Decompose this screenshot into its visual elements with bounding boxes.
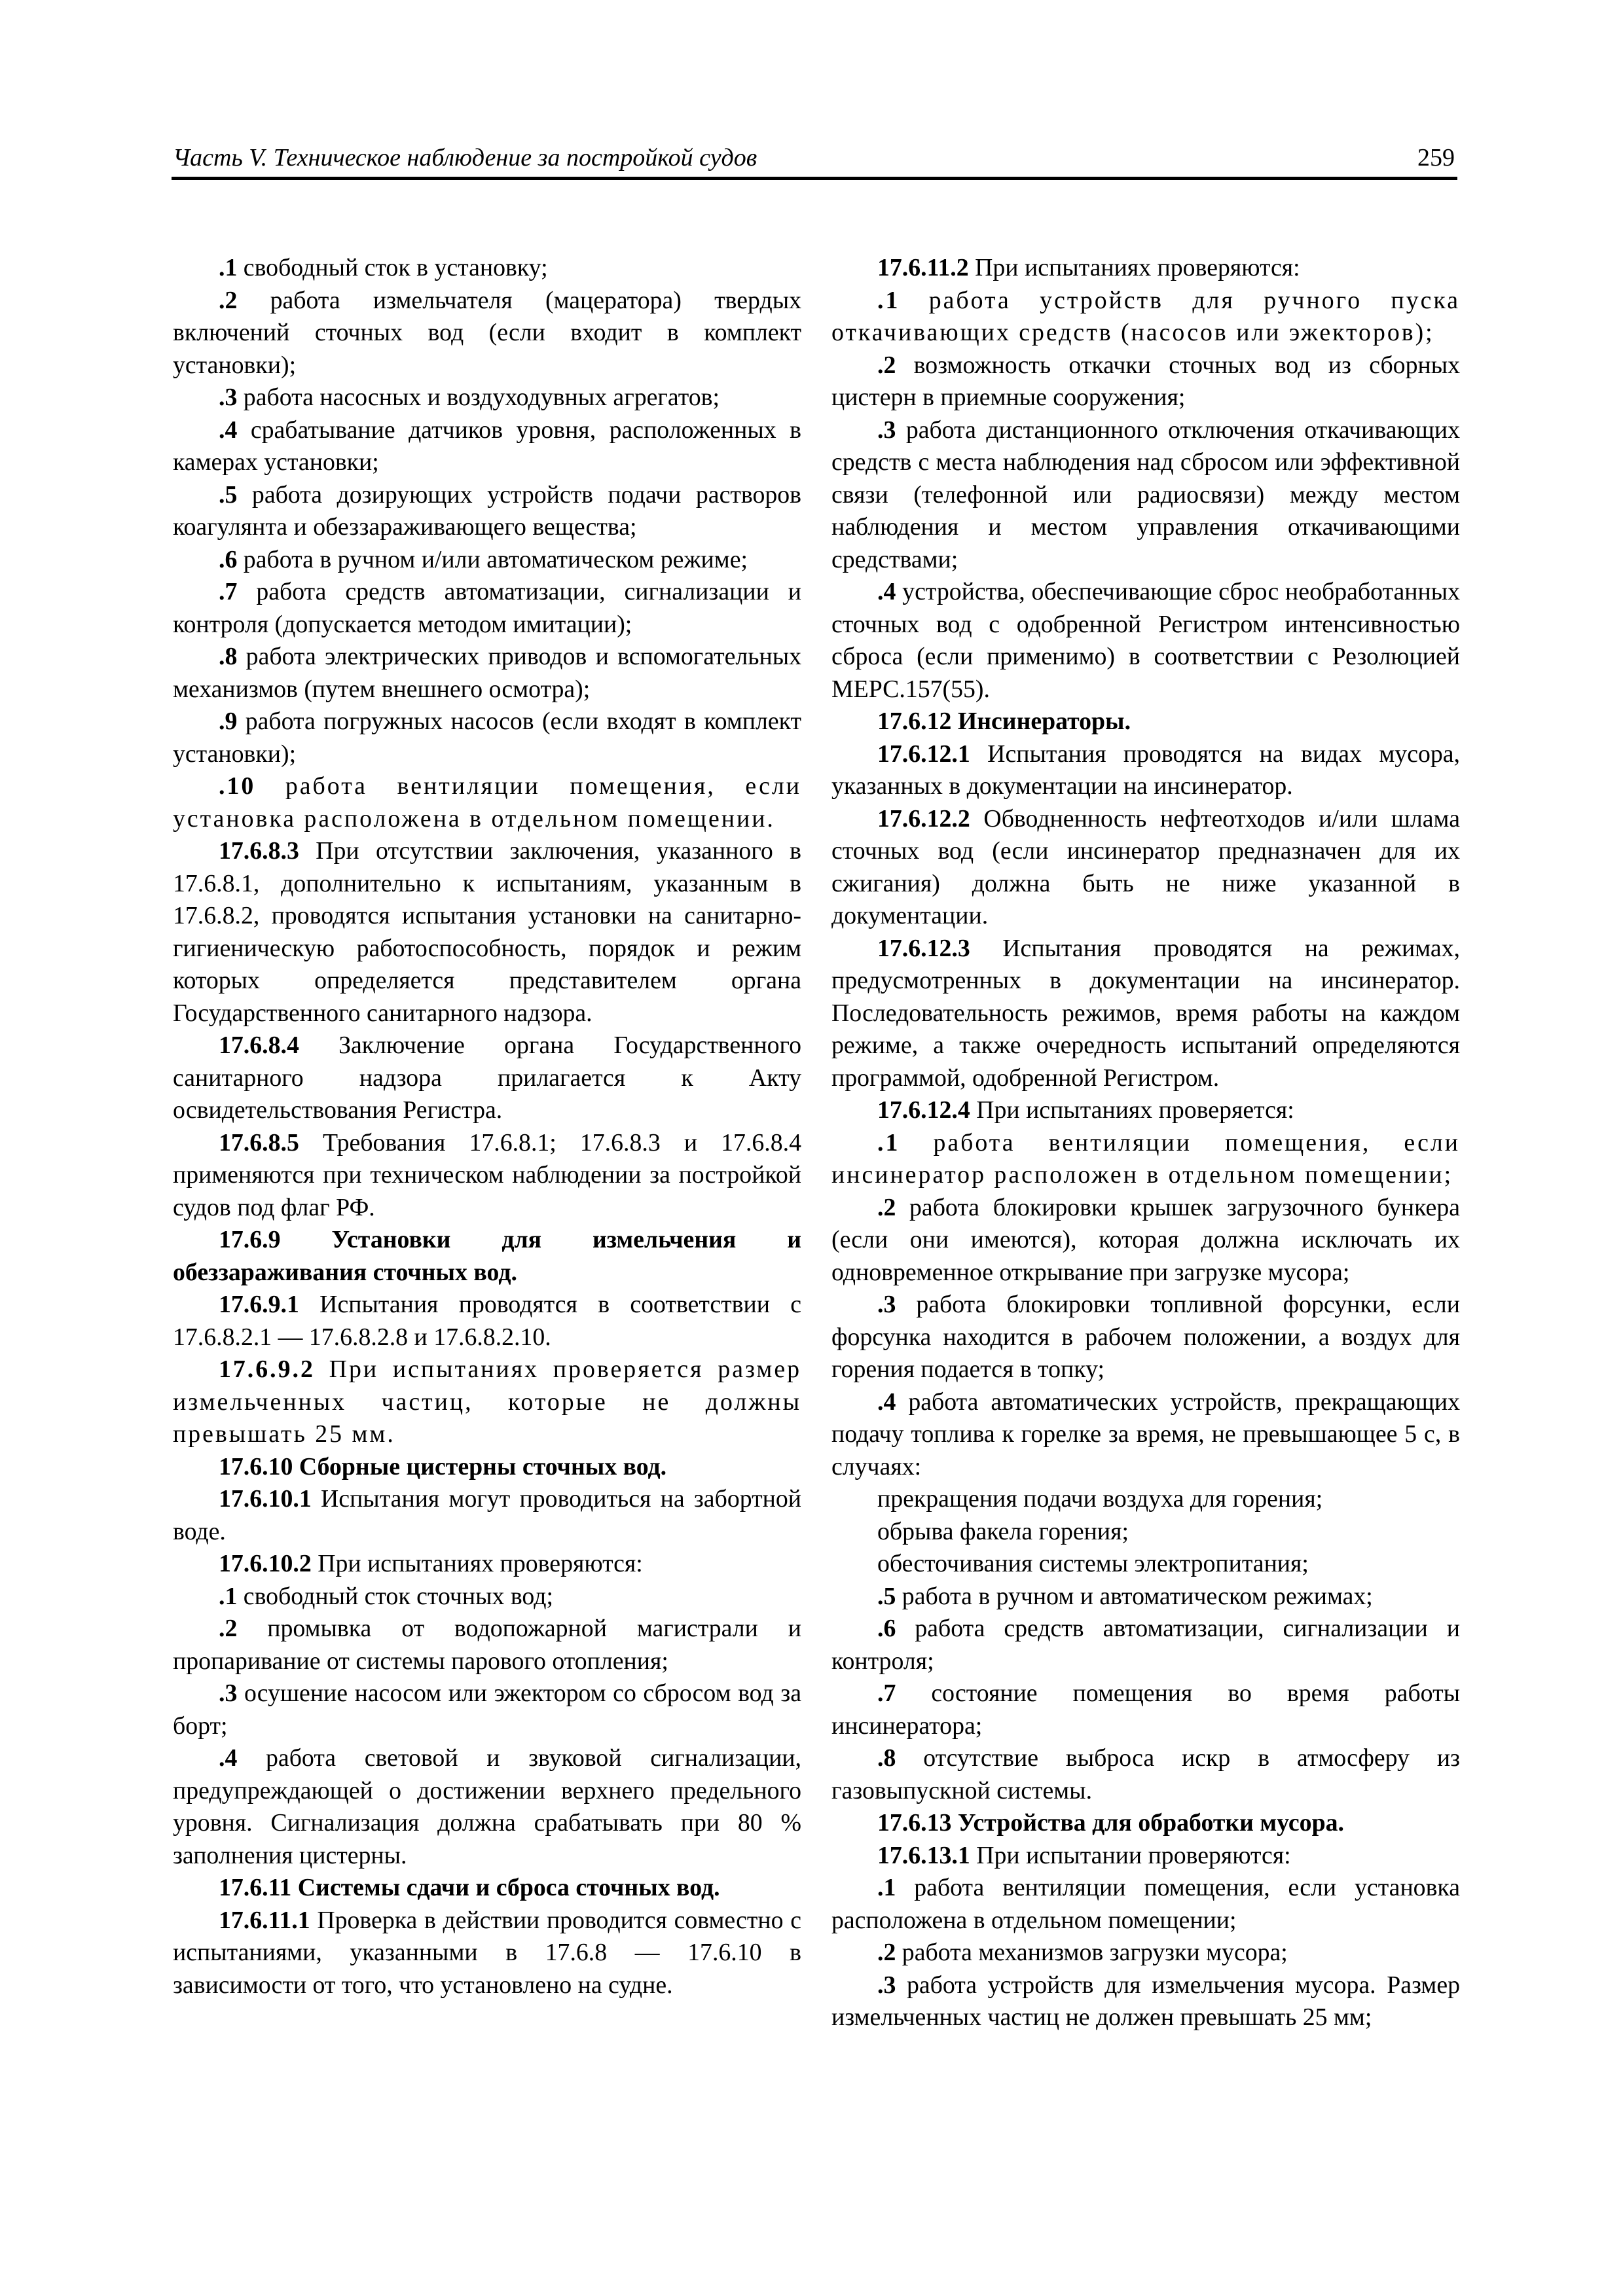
paragraph-number: 17.6.12.1 (877, 740, 970, 768)
paragraph-number: 17.6.8.5 (219, 1128, 299, 1157)
paragraph-number: 17.6.12.4 (877, 1096, 970, 1124)
paragraph-text: работа вентиляции помещения, если установка расположена в отдельном помещении; (831, 1874, 1460, 1934)
paragraph (173, 414, 801, 479)
paragraph-text: Испытания могут проводиться на забортной воде. (173, 1485, 801, 1545)
paragraph (173, 706, 801, 770)
paragraph (173, 770, 801, 835)
paragraph-number: 17.6.10 Сборные цистерны сточных вод. (219, 1452, 667, 1480)
paragraph-text: При испытаниях проверяется размер измельченных частиц, которые не должны превышать 25 мм. (173, 1355, 801, 1448)
paragraph-text: осушение насосом или эжектором со сбросом вод за борт; (173, 1679, 801, 1740)
paragraph (831, 1742, 1460, 1807)
paragraph-text: работа блокировки крышек загрузочного бункера (если они имеются), которая должна исключать их одновременное открывание при загрузке мусора; (831, 1193, 1460, 1286)
paragraph (173, 1483, 801, 1548)
paragraph-number: .5 (877, 1582, 896, 1610)
left-column (173, 252, 801, 2001)
paragraph (831, 706, 1460, 738)
paragraph (831, 1483, 1460, 1516)
paragraph-text: возможность откачки сточных вод из сборных цистерн в приемные сооружения; (831, 351, 1460, 411)
paragraph-text: работа средств автоматизации, сигнализации и контроля; (831, 1615, 1460, 1675)
paragraph (173, 641, 801, 706)
paragraph (831, 803, 1460, 933)
paragraph-number: 17.6.11.1 (219, 1906, 310, 1934)
paragraph (173, 285, 801, 382)
paragraph-number: .4 (877, 1388, 896, 1416)
paragraph-number: .9 (219, 708, 238, 735)
paragraph (831, 1094, 1460, 1127)
paragraph (173, 1289, 801, 1354)
paragraph-number: .2 (219, 286, 238, 314)
paragraph-number: .8 (877, 1744, 896, 1772)
paragraph-text: работа электрических приводов и вспомогательных механизмов (путем внешнего осмотра); (173, 643, 801, 703)
paragraph-text: работа насосных и воздуходувных агрегатов; (237, 384, 720, 411)
paragraph-number: .1 (219, 254, 238, 281)
paragraph (831, 1807, 1460, 1840)
paragraph-number: 17.6.12.2 (877, 804, 970, 833)
paragraph-number: .7 (877, 1679, 896, 1707)
paragraph (173, 382, 801, 414)
paragraph-number: 17.6.10.2 (219, 1550, 312, 1577)
paragraph-number: .2 (219, 1615, 238, 1642)
paragraph-number: 17.6.13 Устройства для обработки мусора. (877, 1809, 1344, 1837)
paragraph-number: 17.6.12 Инсинераторы. (877, 708, 1131, 735)
paragraph (831, 576, 1460, 706)
paragraph-text: работа дозирующих устройств подачи растворов коагулянта и обеззараживающего вещества; (173, 480, 801, 541)
paragraph-text: Испытания проводятся в соответствии с 17.6.8.2.1 — 17.6.8.2.8 и 17.6.8.2.10. (173, 1291, 801, 1351)
paragraph (173, 1354, 801, 1451)
paragraph-text: срабатывание датчиков уровня, расположенных в камерах установки; (173, 416, 801, 476)
paragraph-text: промывка от водопожарной магистрали и пропаривание от системы парового отопления; (173, 1615, 801, 1675)
paragraph-text: Испытания проводятся на режимах, предусмотренных в документации на инсинератор. Последовательность режимов, время работы на каждом режиме, а также очередность испытаний определяются программой, одобренной Регистром. (831, 934, 1460, 1092)
paragraph-text: работа средств автоматизации, сигнализации и контроля (допускается методом имитации); (173, 578, 801, 638)
paragraph-number: .1 (877, 286, 900, 314)
paragraph-number: 17.6.9.2 (219, 1355, 315, 1383)
paragraph (173, 1742, 801, 1872)
paragraph-text: При испытаниях проверяются: (311, 1550, 643, 1577)
paragraph-number: 17.6.13.1 (877, 1841, 970, 1869)
paragraph-number: 17.6.8.3 (219, 837, 299, 865)
paragraph-text: свободный сток в установку; (237, 254, 548, 281)
paragraph-text: При испытаниях проверяются: (968, 254, 1300, 281)
paragraph (173, 1224, 801, 1289)
paragraph (173, 576, 801, 641)
paragraph-number: .3 (219, 1679, 238, 1707)
paragraph-text: При испытаниях проверяется: (970, 1096, 1294, 1124)
paragraph-number: 17.6.11 Системы сдачи и сброса сточных вод. (219, 1874, 720, 1901)
paragraph-number: .5 (219, 480, 238, 509)
paragraph (831, 1516, 1460, 1549)
paragraph (831, 1127, 1460, 1192)
paragraph (831, 1613, 1460, 1677)
paragraph-text: обрыва факела горения; (877, 1517, 1129, 1545)
paragraph-text: При испытании проверяются: (970, 1841, 1291, 1869)
paragraph (831, 933, 1460, 1095)
page-number: 259 (1417, 144, 1455, 171)
paragraph (831, 1289, 1460, 1386)
paragraph-text: работа световой и звуковой сигнализации, предупреждающей о достижении верхнего предельного уровня. Сигнализация должна срабатывать при 80 % заполнения цистерны. (173, 1744, 801, 1869)
paragraph-text: свободный сток сточных вод; (237, 1582, 553, 1610)
paragraph-text: работа погружных насосов (если входят в комплект установки); (173, 708, 801, 768)
paragraph-text: При отсутствии заключения, указанного в 17.6.8.1, дополнительно к испытаниям, указанным в 17.6.8.2, проводятся испытания установки на санитарно-гигиеническую работоспособность, порядок и режим которых определяется представителем органа Государственного санитарного надзора. (173, 837, 801, 1027)
paragraph-text: Обводненность нефтеотходов и/или шлама сточных вод (если инсинератор предназначен для их сжигания) должна быть не ниже указанной в документации. (831, 804, 1460, 929)
paragraph (173, 1872, 801, 1905)
paragraph-text: Испытания проводятся на видах мусора, указанных в документации на инсинератор. (831, 740, 1460, 800)
paragraph-number: .3 (877, 1971, 896, 1999)
paragraph-text: работа в ручном и/или автоматическом режиме; (237, 545, 748, 573)
paragraph-text: Требования 17.6.8.1; 17.6.8.3 и 17.6.8.4 применяются при техническом наблюдении за постройкой судов под флаг РФ. (173, 1128, 801, 1221)
paragraph-number: .4 (877, 578, 896, 605)
paragraph-number: 17.6.11.2 (877, 254, 969, 281)
paragraph-number: .4 (219, 1744, 238, 1772)
paragraph (831, 1192, 1460, 1289)
paragraph-number: .4 (219, 416, 238, 444)
paragraph-text: работа автоматических устройств, прекращающих подачу топлива к горелке за время, не превышающее 5 с, в случаях: (831, 1388, 1460, 1480)
paragraph (173, 1677, 801, 1742)
paragraph (173, 1905, 801, 2002)
paragraph-text: обесточивания системы электропитания; (877, 1550, 1309, 1577)
paragraph-number: .1 (877, 1128, 900, 1157)
paragraph-number: .7 (219, 578, 238, 605)
paragraph-number: .3 (877, 416, 896, 444)
paragraph-number: .8 (219, 643, 238, 670)
paragraph (173, 1548, 801, 1581)
paragraph-number: 17.6.10.1 (219, 1485, 312, 1513)
paragraph-text: работа устройств для измельчения мусора. Размер измельченных частиц не должен превышать 25 мм; (831, 1971, 1460, 2031)
paragraph (173, 1030, 801, 1127)
paragraph-text: состояние помещения во время работы инсинератора; (831, 1679, 1460, 1740)
paragraph-number: 17.6.9.1 (219, 1291, 299, 1318)
paragraph-number: 17.6.12.3 (877, 934, 970, 962)
paragraph-text: работа механизмов загрузки мусора; (896, 1939, 1288, 1966)
paragraph (173, 1581, 801, 1613)
paragraph (831, 1386, 1460, 1484)
paragraph-text: работа в ручном и автоматическом режимах; (896, 1582, 1373, 1610)
paragraph-text: Проверка в действии проводится совместно с испытаниями, указанными в 17.6.8 — 17.6.10 в зависимости от того, что установлено на судне. (173, 1906, 801, 1999)
paragraph-text: работа дистанционного отключения откачивающих средств с места наблюдения над сбросом или эффективной связи (телефонной или радиосвязи) между местом наблюдения и местом управления откачивающими средствами; (831, 416, 1460, 573)
paragraph (831, 1937, 1460, 1969)
paragraph-text: прекращения подачи воздуха для горения; (877, 1485, 1323, 1513)
paragraph (831, 1581, 1460, 1613)
paragraph (173, 1127, 801, 1225)
paragraph-text: работа измельчателя (мацератора) твердых включений сточных вод (если входит в комплект установки); (173, 286, 801, 379)
paragraph (831, 738, 1460, 803)
paragraph (173, 835, 801, 1030)
paragraph-text: отсутствие выброса искр в атмосферу из газовыпускной системы. (831, 1744, 1460, 1804)
paragraph-number: .2 (877, 351, 896, 379)
paragraph (831, 1840, 1460, 1873)
paragraph-text: Заключение органа Государственного санитарного надзора прилагается к Акту освидетельствования Регистра. (173, 1031, 801, 1124)
running-title: Часть V. Техническое наблюдение за постройкой судов (173, 144, 757, 171)
paragraph (173, 544, 801, 577)
paragraph-number: .3 (219, 384, 238, 411)
paragraph-number: 17.6.8.4 (219, 1031, 299, 1059)
paragraph (173, 1451, 801, 1484)
paragraph-number: 17.6.9 Установки для измельчения и обеззараживания сточных вод. (173, 1226, 801, 1286)
paragraph (173, 252, 801, 285)
paragraph (173, 1613, 801, 1677)
paragraph-text: работа вентиляции помещения, если установка расположена в отдельном помещении. (173, 772, 801, 833)
paragraph-number: .6 (877, 1615, 896, 1642)
paragraph (831, 1872, 1460, 1937)
paragraph (831, 252, 1460, 285)
paragraph (831, 1677, 1460, 1742)
paragraph-number: .10 (219, 772, 256, 800)
paragraph-text: работа вентиляции помещения, если инсинератор расположен в отдельном помещении; (831, 1128, 1460, 1189)
paragraph-text: устройства, обеспечивающие сброс необработанных сточных вод с одобренной Регистром интенсивностью сброса (если применимо) в соответствии с Резолюцией МЕРС.157(55). (831, 578, 1460, 703)
right-column (831, 252, 1460, 2034)
paragraph-number: .6 (219, 545, 238, 573)
paragraph-number: .2 (877, 1939, 896, 1966)
paragraph-text: работа устройств для ручного пуска откачивающих средств (насосов или эжекторов); (831, 286, 1460, 346)
paragraph (831, 414, 1460, 577)
paragraph (831, 1548, 1460, 1581)
paragraph (831, 1969, 1460, 2034)
paragraph-number: .1 (877, 1874, 896, 1901)
paragraph (173, 479, 801, 544)
page-header (172, 139, 1457, 180)
paragraph-number: .3 (877, 1291, 896, 1318)
paragraph-number: .1 (219, 1582, 238, 1610)
paragraph-number: .2 (877, 1193, 896, 1221)
paragraph (831, 350, 1460, 414)
paragraph-text: работа блокировки топливной форсунки, если форсунка находится в рабочем положении, а воздух для горения подается в топку; (831, 1291, 1460, 1383)
paragraph (831, 285, 1460, 350)
